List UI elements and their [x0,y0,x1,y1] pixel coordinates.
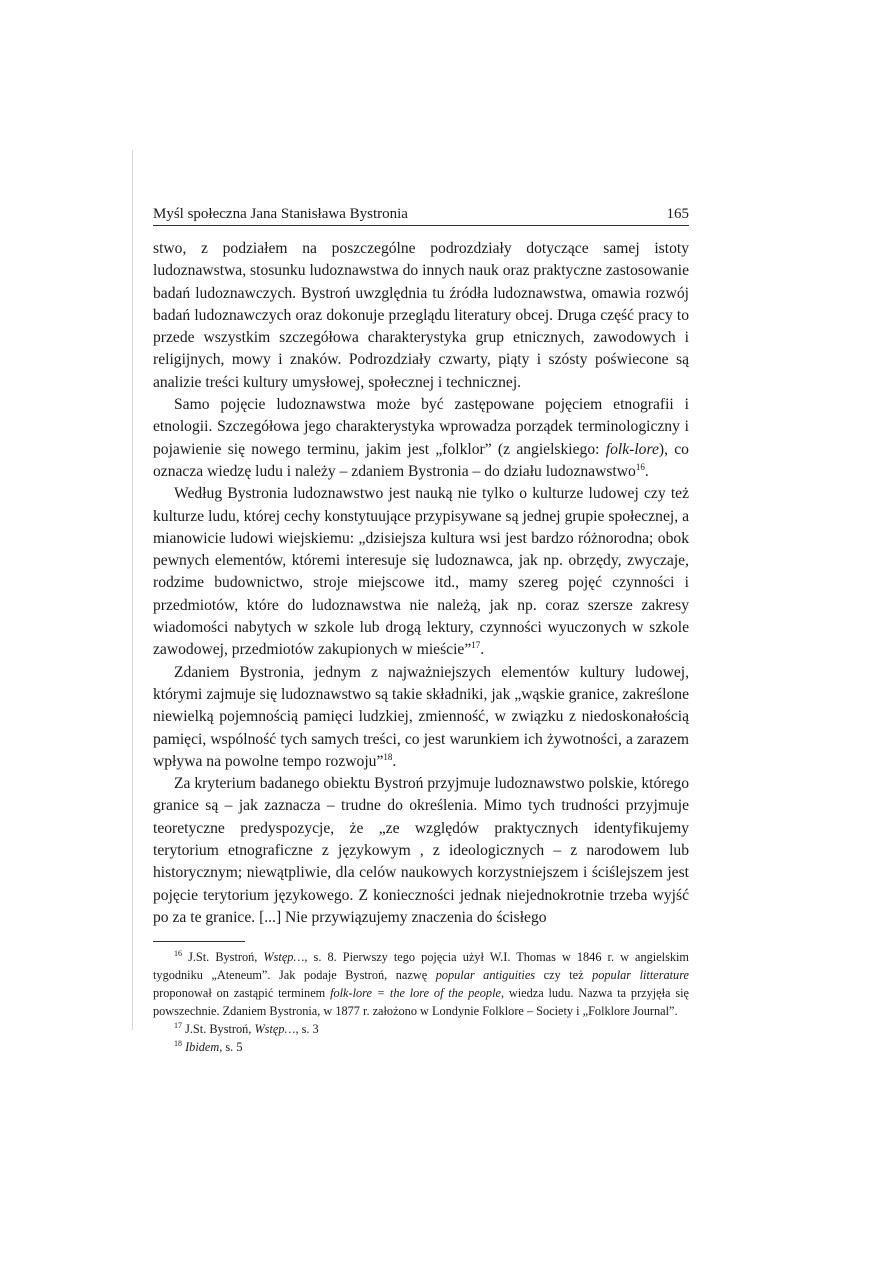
text-run: J.St. Bystroń, [182,1022,255,1037]
text-run: , s. 3 [295,1022,319,1037]
footnote [153,1020,689,1038]
paragraph [153,662,689,773]
page [153,205,689,1056]
text-run: Za kryterium badanego obiektu Bystroń przyjmuje ludoznawstwo polskie, którego granice są – jak zaznacza – trudne do określenia. Mimo tych trudności przyjmuje teoretyczne predyspozycje, że „ze względów praktycznych identyfikujemy terytorium etnograficzne z językowym , z ideologicznych – z narodowem lub historycznym; niewątpliwie, dla celów naukowych korzystniejszem i ściślejszem jest pojęcie terytorium językowego. Z konieczności jednak niejednokrotnie trzeba wyjść po za te granice. [...] Nie przywiązujemy znaczenia do ścisłego [153,775,689,926]
italic-text: Wstęp… [263,950,305,965]
text-run: Według Bystronia ludoznawstwo jest nauką nie tylko o kulturze ludowej czy też kulturze ludu, której cechy konstytuujące przypisywane są jednej grupie społecznej, a mianowicie ludowi wiejskiemu: „dzisiejsza kultura wsi jest bardzo różnorodna; obok pewnych elementów, któremi interesuje się ludoznawca, jak np. obrzędy, zwyczaje, rodzime budownictwo, stroje miejscowe itd., mamy szereg pojęć czynności i przedmiotów, które do ludoznawstwa nie należą, jak np. coraz szersze zakresy wiadomości nabytych w szkole lub drogą lektury, czynności wyuczonych w szkole zawodowej, przedmiotów zakupionych w mieście” [153,485,689,659]
page-number: 165 [666,206,689,222]
paragraph [153,773,689,929]
footnote [153,1038,689,1056]
text-run: Samo pojęcie ludoznawstwa może być zastępowane pojęciem etnografii i etnologii. Szczegółowa jego charakterystyka wprowadza porządek terminologiczny i pojawienie się nowego terminu, jakim jest „folklor” (z angielskiego: [153,396,689,458]
text-run: J.St. Bystroń, [182,950,264,965]
footnote-ref: 17 [174,1021,182,1031]
italic-text: popular litterature [592,968,689,983]
running-head [153,205,689,226]
body-text [153,238,689,929]
footnote-ref: 17 [471,640,481,651]
text-run: proponował on zastąpić terminem [153,986,331,1001]
footnote-ref: 18 [383,751,393,762]
footnotes [153,948,689,1056]
footnote-ref: 18 [174,1039,182,1049]
italic-text: Wstęp… [254,1022,296,1037]
footnote-ref: 16 [174,949,182,959]
text-run: . [480,641,485,659]
text-run: , wiedza ludu. Nazwa ta przyjęła się powszechnie. Zdaniem Bystronia, w 1877 r. założono w Londynie Folklore – Society i „Folklore Journal”. [153,986,690,1019]
paragraph [153,238,689,394]
text-run: , s. 5 [219,1040,243,1055]
paragraph [153,394,689,483]
italic-text: folk-lore = the lore of the people [330,986,501,1001]
scan-margin-line [132,150,133,1030]
text-run: . [392,752,397,770]
footnote-ref: 16 [635,461,645,472]
italic-text: Ibidem [185,1040,220,1055]
italic-text: folk-lore [605,440,659,458]
text-run: . [644,462,649,480]
italic-text: popular antiguities [435,968,536,983]
footnote-rule [153,941,245,942]
paragraph [153,483,689,661]
footnote [153,948,689,1020]
text-run: ), co oznacza wiedzę ludu i należy – zdaniem Bystronia – do działu ludoznawstwo [153,440,689,480]
text-run: Zdaniem Bystronia, jednym z najważniejszych elementów kultury ludowej, którymi zajmuje się ludoznawstwo są takie składniki, jak „wąskie granice, zakreślone niewielką pojemnością pamięci ludzkiej, zmienność, w związku z niedoskonałością pamięci, wspólność tych samych treści, co jest warunkiem ich żywotności, a zarazem wpływa na powolne tempo rozwoju” [153,663,689,770]
text-run: stwo, z podziałem na poszczególne podrozdziały dotyczące samej istoty ludoznawstwa, stosunku ludoznawstwa do innych nauk oraz praktyczne zastosowanie badań ludoznawczych. Bystroń uwzględnia tu źródła ludoznawstwa, omawia rozwój badań ludoznawczych oraz dokonuje przeglądu literatury obcej. Druga część pracy to przede wszystkim szczegółowa charakterystyka grup etnicznych, zawodowych i religijnych, mowy i znaków. Podrozdziały czwarty, piąty i szósty poświecone są analizie treści kultury umysłowej, społecznej i technicznej. [153,240,689,391]
text-run: , s. 8. Pierwszy tego pojęcia użył W.I. Thomas w 1846 r. w angielskim tygodniku „Ateneum”. Jak podaje Bystroń, nazwę [153,950,690,983]
running-head-title: Myśl społeczna Jana Stanisława Bystronia [153,206,408,222]
text-run: czy też [535,968,593,983]
